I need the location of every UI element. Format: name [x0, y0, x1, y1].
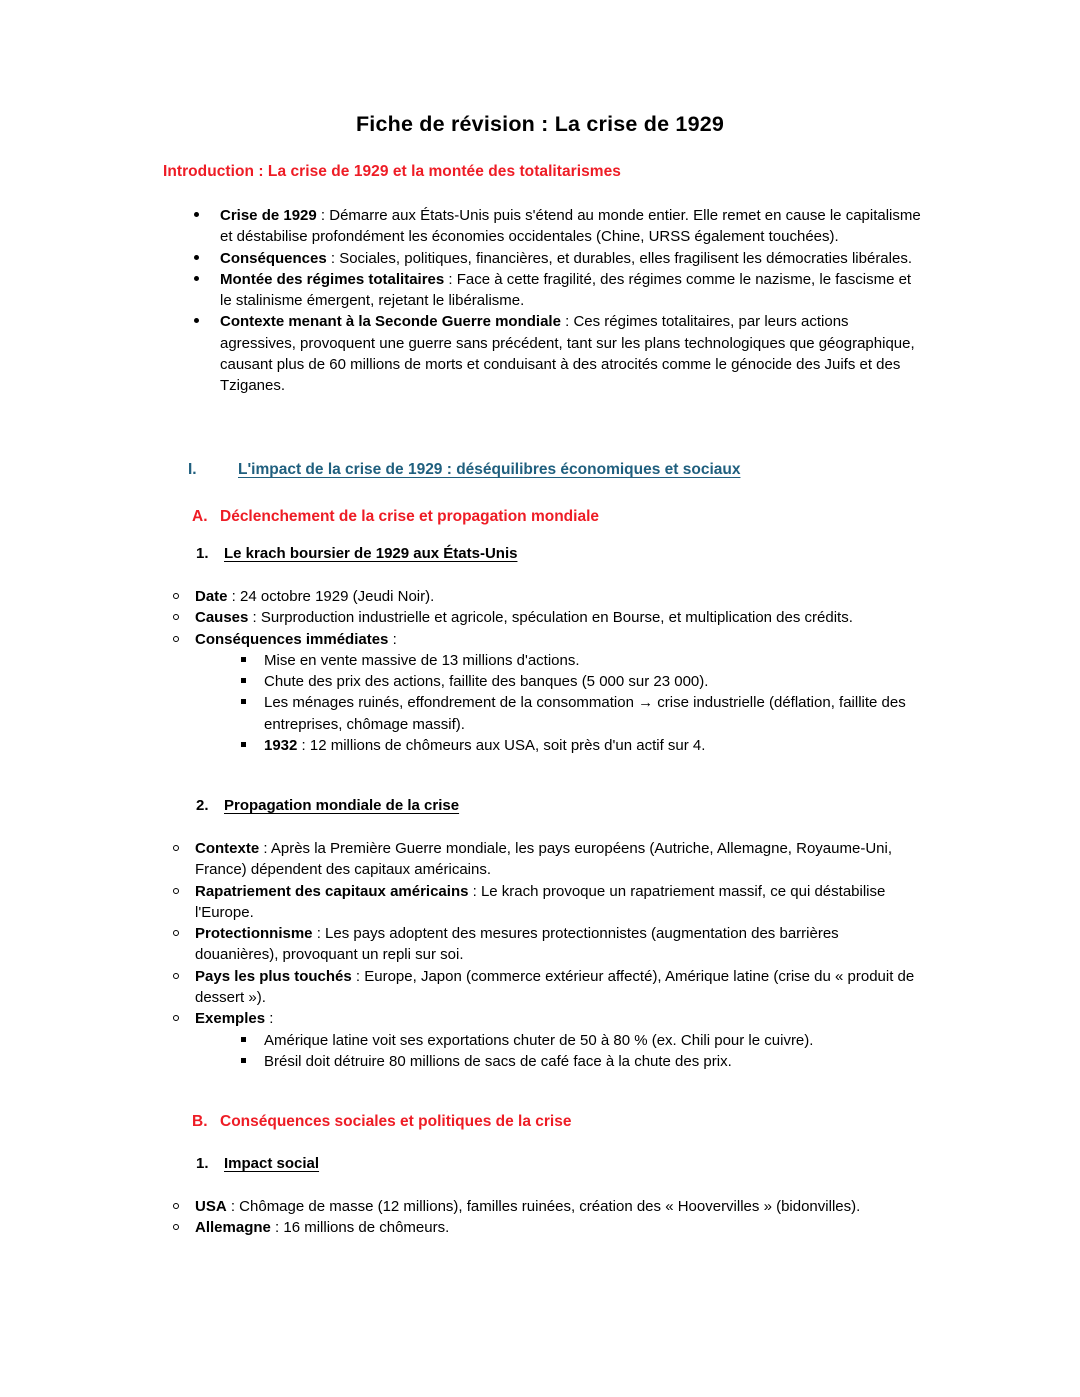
- bullet-square-icon: [241, 657, 246, 662]
- list-item: [163, 650, 923, 671]
- introduction-bullet-list: [163, 205, 923, 397]
- list-item-term: Contexte: [195, 840, 260, 857]
- heading-section-i: [188, 461, 740, 479]
- bullet-square-icon: [241, 678, 246, 683]
- list-item-text: Mise en vente massive de 13 millions d'actions.: [264, 651, 580, 669]
- list-item: [163, 671, 923, 692]
- list-item: [163, 629, 923, 650]
- bullet-square-icon: [241, 1058, 246, 1063]
- list-item-term: Contexte menant à la Seconde Guerre mondiale: [220, 313, 561, 331]
- list-item-text: Amérique latine voit ses exportations chuter de 50 à 80 % (ex. Chili pour le cuivre).: [264, 1031, 814, 1049]
- list-item-term: Date: [195, 588, 228, 605]
- heading-sub-b1-title: Impact social: [224, 1155, 320, 1172]
- bullet-dot-icon: [194, 318, 199, 323]
- list-item-term: USA: [195, 1198, 227, 1215]
- list-item-term: Crise de 1929: [220, 207, 317, 224]
- heading-section-a-number: A.: [192, 508, 208, 525]
- heading-sub-a1-number: 1.: [196, 545, 209, 562]
- list-item: [163, 607, 923, 628]
- list-item-text: : Sociales, politiques, financières, et durables, elles fragilisent les démocraties libérales.: [326, 249, 912, 267]
- heading-section-a-title: Déclenchement de la crise et propagation mondiale: [220, 508, 599, 525]
- heading-section-a: [192, 508, 599, 526]
- heading-section-b-title: Conséquences sociales et politiques de la crise: [220, 1113, 572, 1130]
- list-item: [163, 735, 923, 756]
- bullet-square-icon: [241, 742, 246, 747]
- b1-bullet-list: [163, 1196, 923, 1239]
- heading-section-b: [192, 1113, 571, 1131]
- list-item: [163, 269, 923, 312]
- list-item-term: Montée des régimes totalitaires: [220, 270, 445, 288]
- list-item: [163, 586, 923, 607]
- list-item-term: Rapatriement des capitaux américains: [195, 882, 469, 900]
- list-item: [163, 881, 923, 924]
- list-item-text: :: [265, 1010, 274, 1028]
- bullet-circle-icon: [173, 973, 179, 979]
- list-item-term: Conséquences: [220, 249, 327, 267]
- page-title: Fiche de révision : La crise de 1929: [355, 112, 725, 136]
- heading-sub-b1-number: 1.: [196, 1155, 209, 1172]
- heading-section-i-number: I.: [188, 461, 197, 478]
- list-item: [163, 311, 923, 396]
- introduction-heading: Introduction : La crise de 1929 et la montée des totalitarismes: [163, 163, 621, 180]
- list-item-text: : 12 millions de chômeurs aux USA, soit près d'un actif sur 4.: [297, 737, 706, 755]
- list-item-text: : Ces régimes totalitaires, par leurs actions agressives, provoquent une guerre sans précédent, tant sur les plans technologiques que géographique, causant plus de 60 millions de morts et conduisant à des atrocités comme le génocide des Juifs et des Tziganes.: [220, 313, 915, 395]
- list-item-text: Brésil doit détruire 80 millions de sacs de café face à la chute des prix.: [264, 1052, 732, 1070]
- bullet-dot-icon: [194, 212, 199, 217]
- bullet-circle-icon: [173, 930, 179, 936]
- list-item: [163, 966, 923, 1009]
- bullet-circle-icon: [173, 888, 179, 894]
- list-item-text: : Surproduction industrielle et agricole, spéculation en Bourse, et multiplication des crédits.: [248, 609, 853, 627]
- bullet-circle-icon: [173, 614, 179, 620]
- list-item-text: : Les pays adoptent des mesures protectionnistes (augmentation des barrières douanières), provoquant un repli sur soi.: [195, 925, 839, 964]
- list-item-text: Chute des prix des actions, faillite des banques (5 000 sur 23 000).: [264, 673, 709, 691]
- list-item: [163, 1217, 923, 1238]
- bullet-circle-icon: [173, 636, 179, 642]
- heading-section-i-title: L'impact de la crise de 1929 : déséquilibres économiques et sociaux: [238, 461, 741, 478]
- list-item-text: : 16 millions de chômeurs.: [270, 1219, 450, 1237]
- heading-sub-a1-title: Le krach boursier de 1929 aux États-Unis: [224, 545, 518, 562]
- list-item-term: 1932: [264, 737, 298, 755]
- heading-section-b-number: B.: [192, 1113, 208, 1130]
- bullet-dot-icon: [194, 255, 199, 260]
- list-item: [163, 205, 923, 248]
- bullet-circle-icon: [173, 845, 179, 851]
- list-item: [163, 248, 923, 269]
- heading-sub-a2: [196, 797, 459, 814]
- heading-sub-a1: [196, 545, 517, 562]
- list-item-text: : Chômage de masse (12 millions), familles ruinées, création des « Hoovervilles » (bidonvilles).: [226, 1198, 861, 1215]
- bullet-square-icon: [241, 1037, 246, 1042]
- list-item-term: Exemples: [195, 1010, 266, 1028]
- list-item-text: : Démarre aux États-Unis puis s'étend au monde entier. Elle remet en cause le capitalisme et déstabilise profondément les économies occidentales (Chine, URSS également touchées).: [220, 207, 921, 246]
- list-item-term: Pays les plus touchés: [195, 967, 352, 985]
- list-item-text: : Le krach provoque un rapatriement massif, ce qui déstabilise l'Europe.: [195, 882, 886, 921]
- list-item-text: : Après la Première Guerre mondiale, les pays européens (Autriche, Allemagne, Royaume-Uni, France) dépendent des capitaux américains.: [195, 840, 892, 879]
- list-item: [163, 1008, 923, 1029]
- list-item: [163, 1030, 923, 1051]
- bullet-dot-icon: [194, 276, 199, 281]
- list-item: [163, 1051, 923, 1072]
- list-item-text: : 24 octobre 1929 (Jeudi Noir).: [227, 588, 435, 605]
- bullet-square-icon: [241, 699, 246, 704]
- list-item: [163, 692, 923, 735]
- list-item-text: : Europe, Japon (commerce extérieur affecté), Amérique latine (crise du « produit de dessert »).: [195, 967, 915, 1007]
- list-item-text: Les ménages ruinés, effondrement de la consommation → crise industrielle (déflation, faillite des entreprises, chômage massif).: [264, 694, 906, 733]
- bullet-circle-icon: [173, 1015, 179, 1021]
- list-item-term: Causes: [195, 609, 249, 627]
- list-item-text: :: [388, 630, 397, 648]
- list-item-term: Allemagne: [195, 1219, 271, 1237]
- list-item: [163, 923, 923, 966]
- a2-bullet-list: [163, 838, 923, 1072]
- a1-bullet-list: [163, 586, 923, 756]
- heading-sub-b1: [196, 1155, 319, 1172]
- heading-sub-a2-number: 2.: [196, 797, 209, 814]
- list-item-term: Conséquences immédiates: [195, 630, 389, 648]
- list-item-text: : Face à cette fragilité, des régimes comme le nazisme, le fascisme et le stalinisme émergent, rejetant le libéralisme.: [220, 270, 912, 310]
- list-item-term: Protectionnisme: [195, 925, 313, 943]
- bullet-circle-icon: [173, 593, 179, 599]
- bullet-circle-icon: [173, 1224, 179, 1230]
- heading-sub-a2-title: Propagation mondiale de la crise: [224, 797, 460, 814]
- bullet-circle-icon: [173, 1203, 179, 1209]
- list-item: [163, 838, 923, 881]
- list-item: [163, 1196, 923, 1217]
